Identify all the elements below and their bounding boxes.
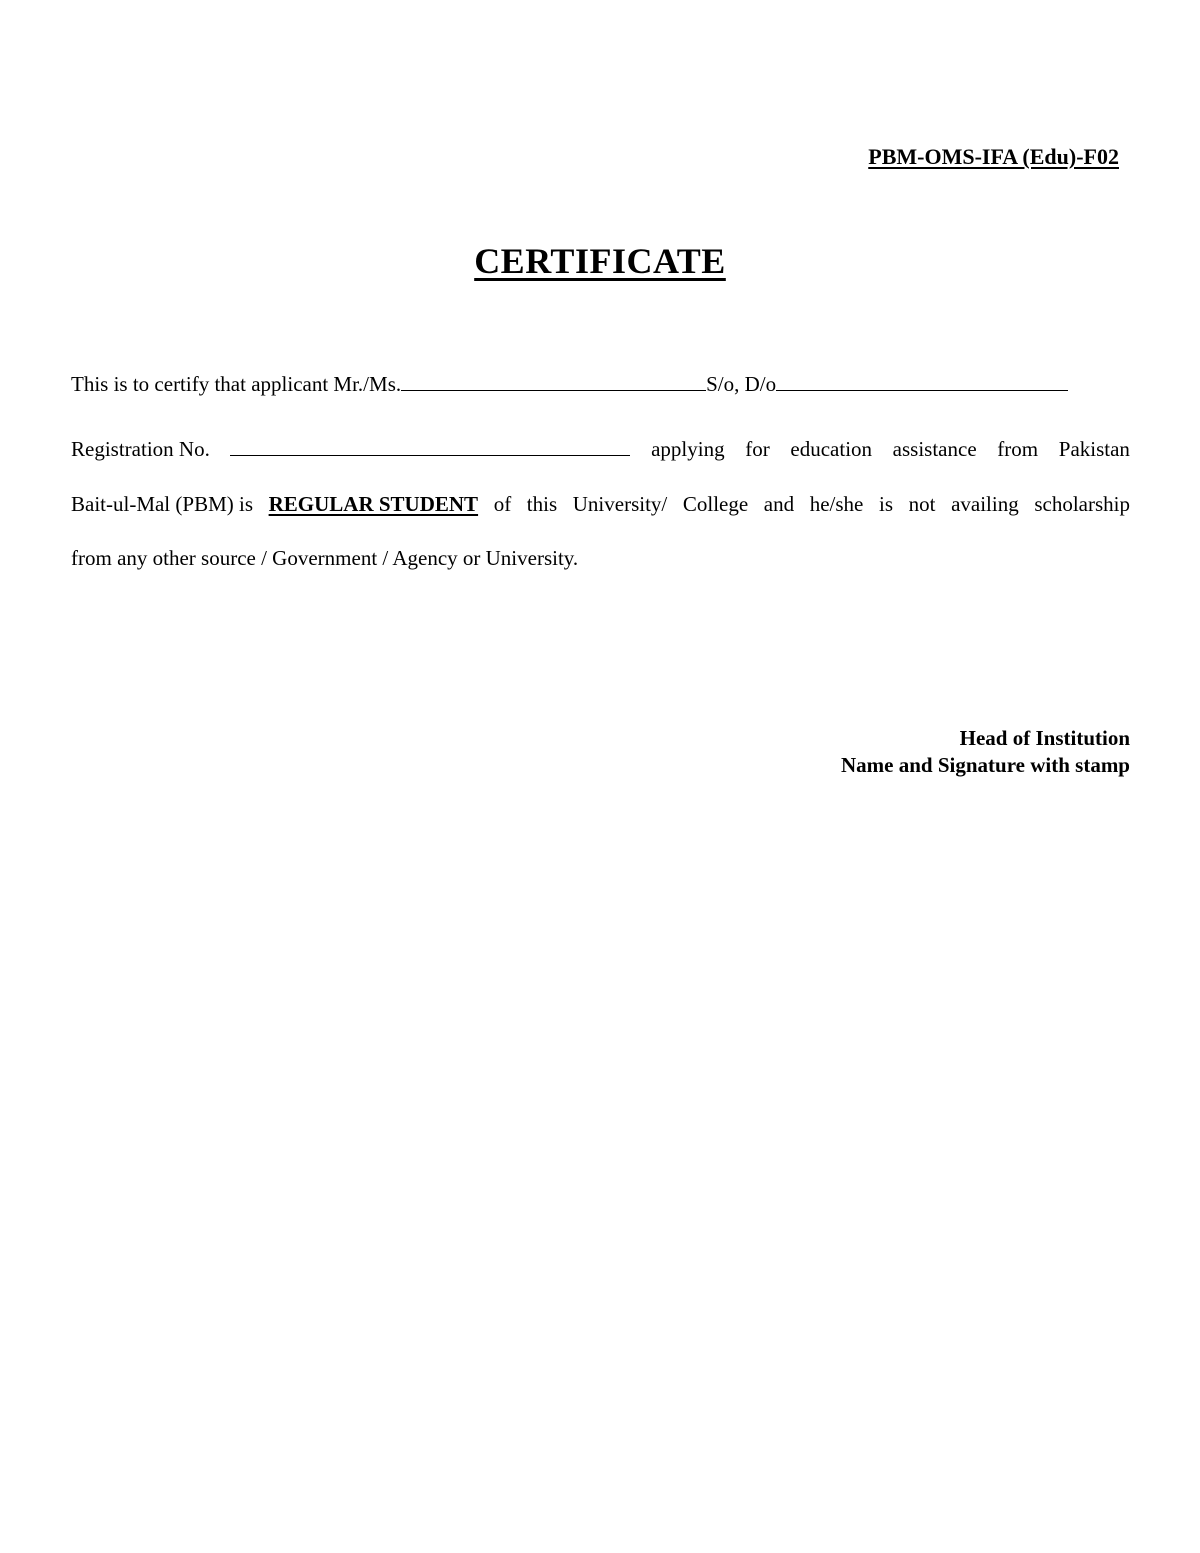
body-word: of xyxy=(493,492,512,516)
regular-student-emphasis: REGULAR STUDENT xyxy=(268,492,479,516)
relation-label: S/o, D/o xyxy=(706,372,777,396)
body-word: scholarship xyxy=(1034,492,1130,516)
body-word: education xyxy=(790,437,873,461)
form-code: PBM-OMS-IFA (Edu)-F02 xyxy=(868,144,1119,169)
body-word: he/she xyxy=(809,492,864,516)
applicant-label: This is to certify that applicant Mr./Ms. xyxy=(71,372,402,396)
body-word: availing xyxy=(951,492,1019,516)
body-line-registration xyxy=(71,436,1130,462)
body-line-applicant xyxy=(71,371,1130,397)
signature-instruction: Name and Signature with stamp xyxy=(841,753,1130,777)
body-word: and xyxy=(763,492,795,516)
body-word: applying xyxy=(651,437,725,461)
signature-title: Head of Institution xyxy=(959,726,1130,750)
body-word: assistance xyxy=(892,437,977,461)
body-word: not xyxy=(908,492,936,516)
applicant-name-blank[interactable] xyxy=(401,372,706,391)
body-word: Pakistan xyxy=(1058,437,1130,461)
registration-label: Registration No. xyxy=(71,437,210,461)
body-word: is xyxy=(879,492,894,516)
body-word: from xyxy=(997,437,1039,461)
body-word: this xyxy=(526,492,558,516)
status-prefix: Bait-ul-Mal (PBM) is xyxy=(71,492,253,516)
body-line-status xyxy=(71,491,1130,517)
body-word: University/ xyxy=(572,492,668,516)
father-name-blank[interactable] xyxy=(776,372,1068,391)
body-line-source: from any other source / Government / Agency or University. xyxy=(71,546,579,570)
registration-number-blank[interactable] xyxy=(230,437,630,456)
body-word: for xyxy=(745,437,770,461)
certificate-title: CERTIFICATE xyxy=(474,241,726,281)
body-word: College xyxy=(682,492,749,516)
